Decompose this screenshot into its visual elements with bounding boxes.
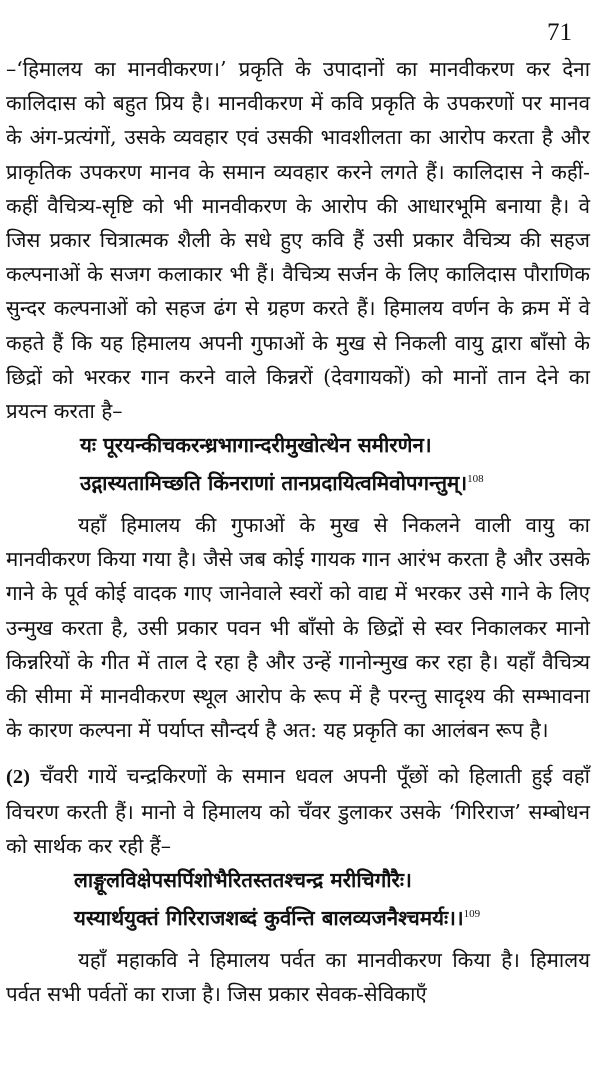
verse-108-line-2-text: उद्गास्यतामिच्छति किंनराणां तानप्रदायित्वमिवोपगन्तुम्। — [80, 471, 468, 496]
footnote-ref-109: 109 — [463, 908, 481, 921]
verse-108-line-2 — [6, 462, 590, 500]
page-number: 71 — [547, 19, 572, 46]
paragraph-personification-intro: –‘हिमालय का मानवीकरण।’ प्रकृति के उपादानों का मानवीकरण कर देना कालिदास को बहुत प्रिय है। मानवीकरण में कवि प्रकृति के उपकरणों पर मानव के अंग-प्रत्यंगों, उसके व्यवहार एवं उसकी भावशीलता का आरोप करता है और प्राकृतिक उपकरण मानव के समान व्यवहार करने लगते हैं। कालिदास ने कहीं-कहीं वैचित्र्य-सृष्टि को भी मानवीकरण के आरोप की आधारभूमि बनाया है। वे जिस प्रकार चित्रात्मक शैली के सधे हुए कवि हैं उसी प्रकार वैचित्र्य की सहज कल्पनाओं के सजग कलाकार भी हैं। वैचित्र्य सर्जन के लिए कालिदास पौराणिक सुन्दर कल्पनाओं को सहज ढंग से ग्रहण करते हैं। हिमालय वर्णन के क्रम में वे कहते हैं कि यह हिमालय अपनी गुफाओं के मुख से निकली वायु द्वारा बाँसो के छिद्रों को भरकर गान करने वाले किन्नरों (देवगायकों) को मानों तान देने का प्रयत्न करता है– — [6, 57, 590, 424]
paragraph-himalaya-king: यहाँ महाकवि ने हिमालय पर्वत का मानवीकरण किया है। हिमालय पर्वत सभी पर्वतों का राजा है। जिस प्रकार सेवक-सेविकाएँ — [6, 947, 590, 1007]
paragraph-cave-wind: यहाँ हिमालय की गुफाओं के मुख से निकलने वाली वायु का मानवीकरण किया गया है। जैसे जब कोई गायक गान आरंभ करता है और उसके गाने के पूर्व कोई वादक गाए जानेवाले स्वरों को वाद्य में भरकर उसे गाने के लिए उन्मुख करता है, उसी प्रकार पवन भी बाँसो के छिद्रों से स्वर निकालकर मानो किन्नरियों के गीत में ताल दे रहा है और उन्हें गानोन्मुख कर रहा है। यहाँ वैचित्र्य की सीमा में मानवीकरण स्थूल आरोप के रूप में है परन्तु सादृश्य की सम्भावना के कारण कल्पना में पर्याप्त सौन्दर्य है अत: यह प्रकृति का आलंबन रूप है। — [6, 513, 590, 743]
verse-109-line-2 — [6, 897, 590, 935]
paragraph-chamari-cows-text: चँवरी गायें चन्द्रकिरणों के समान धवल अपनी पूँछों को हिलाती हुई वहाँ विचरण करती हैं। मानो वे हिमालय को चँवर डुलाकर उसके ‘गिरिराज’ सम्बोधन को सार्थक कर रही हैं– — [6, 764, 590, 858]
verse-108 — [6, 428, 590, 500]
page-body — [6, 52, 590, 1011]
footnote-ref-108: 108 — [467, 473, 484, 486]
verse-109-line-2-text: यस्यार्थयुक्तं गिरिराजशब्दं कुर्वन्ति बालव्यजनैश्चमर्यः।। — [74, 905, 464, 930]
list-number: (2) — [6, 766, 30, 789]
verse-108-line-1: यः पूरयन्कीचकरन्ध्रभागान्दरीमुखोत्थेन समीरणेन। — [80, 433, 432, 458]
paragraph-chamari-cows — [6, 759, 590, 863]
verse-109-line-1: लाङ्गूलविक्षेपसर्पिशोभैरितस्ततश्चन्द्र मरीचिगौरैः। — [74, 868, 412, 893]
verse-109 — [6, 863, 590, 935]
